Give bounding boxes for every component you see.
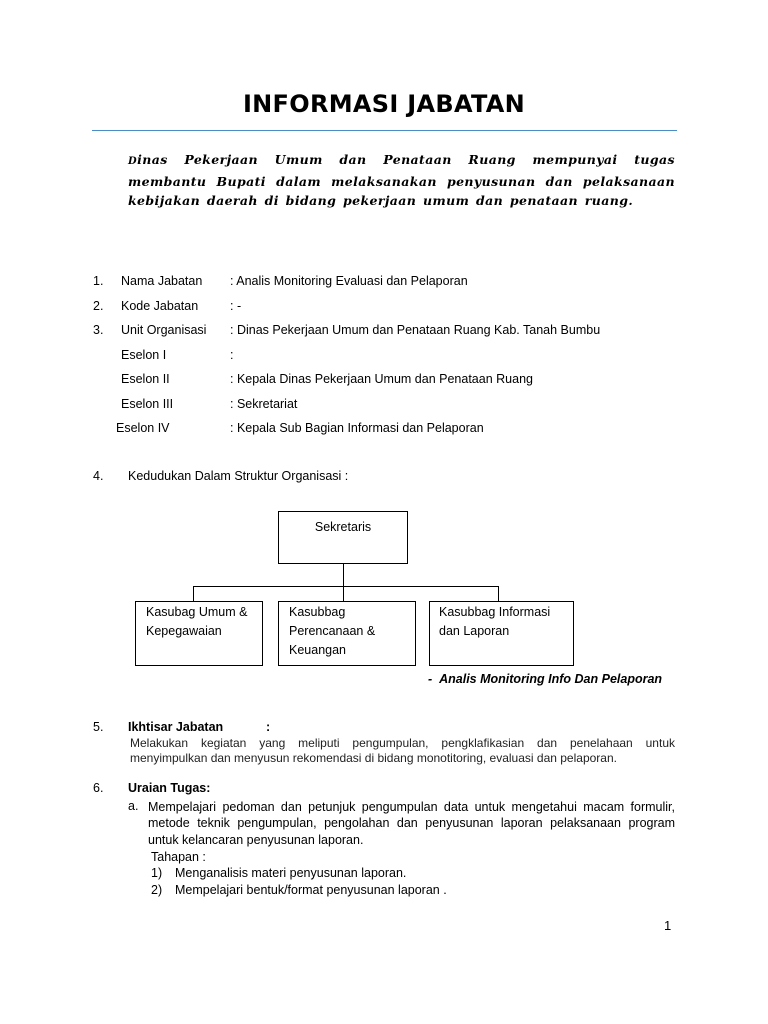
section-6-title: Uraian Tugas: — [128, 781, 211, 795]
info-label: Eselon I — [121, 348, 167, 362]
org-box-sekretaris — [278, 511, 408, 564]
info-value: : Sekretariat — [230, 397, 298, 411]
info-label: Eselon IV — [116, 421, 170, 435]
title-underline — [92, 130, 677, 131]
section-4-number: 4. — [93, 469, 104, 483]
info-label: Eselon III — [121, 397, 174, 411]
intro-text: inas Pekerjaan Umum dan Penataan Ruang mempunyai tugas membantu Bupati dalam melaksanakan penyusunan dan pelaksanaan kebijakan daerah di bidang pekerjaan umum dan penataan ruang. — [128, 152, 675, 209]
org-box-label: Kasubag Umum & Kepegawaian — [146, 605, 248, 638]
section-6-number: 6. — [93, 781, 104, 795]
intro-paragraph — [128, 150, 675, 211]
section-5-title: Ikhtisar Jabatan — [128, 720, 224, 734]
info-value: : Kepala Dinas Pekerjaan Umum dan Penataan Ruang — [230, 372, 533, 386]
section-4-title: Kedudukan Dalam Struktur Organisasi : — [128, 469, 349, 483]
org-chart-note — [428, 672, 662, 686]
info-num: 1. — [93, 274, 104, 288]
note-text: Analis Monitoring Info Dan Pelaporan — [439, 672, 663, 686]
page-title: INFORMASI JABATAN — [242, 90, 526, 118]
org-box-perencanaan — [278, 601, 416, 666]
org-connector — [193, 586, 194, 601]
org-connector — [193, 586, 498, 587]
step-text: Menganalisis materi penyusunan laporan. — [175, 866, 407, 880]
intro-first-letter: D — [128, 156, 138, 167]
task-text: Mempelajari pedoman dan petunjuk pengumpulan data untuk mengetahui macam formulir, metode teknik pengumpulan, pengolahan dan penyusunan laporan pelaksanaan program untuk kelancaran penyusunan laporan. — [148, 800, 675, 847]
info-num: 3. — [93, 323, 104, 337]
task-letter: a. — [128, 799, 139, 813]
info-value: : Kepala Sub Bagian Informasi dan Pelaporan — [230, 421, 484, 435]
step-text: Mempelajari bentuk/format penyusunan laporan . — [175, 883, 447, 897]
info-label: Eselon II — [121, 372, 170, 386]
info-value: : - — [230, 299, 242, 313]
org-connector — [343, 586, 344, 601]
task-steps-label: Tahapan : — [151, 850, 206, 864]
org-box-label: Sekretaris — [314, 520, 372, 534]
info-value: : Analis Monitoring Evaluasi dan Pelaporan — [230, 274, 468, 288]
info-label: Kode Jabatan — [121, 299, 199, 313]
info-num: 2. — [93, 299, 104, 313]
org-box-label: Kasubbag Informasi dan Laporan — [439, 605, 551, 638]
step-number: 1) — [151, 866, 163, 880]
org-box-label: Kasubbag Perencanaan & Keuangan — [289, 605, 376, 657]
info-value: : Dinas Pekerjaan Umum dan Penataan Ruang Kab. Tanah Bumbu — [230, 323, 601, 337]
step-number: 2) — [151, 883, 163, 897]
org-connector — [343, 564, 344, 586]
section-5-description: Melakukan kegiatan yang meliputi pengumpulan, pengklafikasian dan penelahaan untuk menyimpulkan dan menyusun rekomendasi di bidang monotitoring, evaluasi dan pelaporan. — [130, 736, 675, 765]
section-5-number: 5. — [93, 720, 104, 734]
info-label: Nama Jabatan — [121, 274, 203, 288]
note-dash: - — [428, 672, 433, 686]
page-number: 1 — [664, 918, 672, 933]
section-5-colon: : — [266, 720, 271, 734]
info-value: : — [230, 348, 234, 362]
org-connector — [498, 586, 499, 601]
org-box-informasi — [429, 601, 574, 666]
org-box-umum — [135, 601, 263, 666]
info-label: Unit Organisasi — [121, 323, 207, 337]
